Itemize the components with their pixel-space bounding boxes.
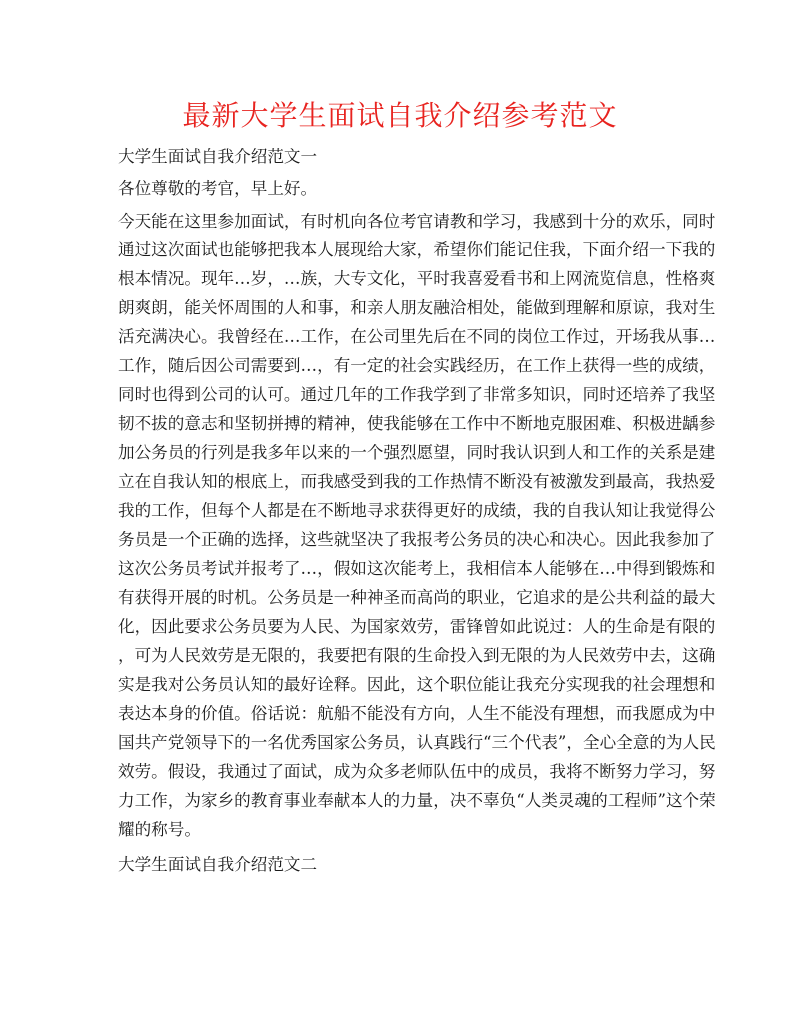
body-line: 耀的称号。 — [118, 820, 201, 839]
body-line: 实是我对公务员认知的最好诠释。因此，这个职位能让我充分实现我的社会理想和 — [118, 675, 716, 694]
body-line: 效劳。假设，我通过了面试，成为众多老师队伍中的成员，我将不断努力学习，努 — [118, 762, 716, 781]
body-line: 同时也得到公司的认可。通过几年的工作我学到了非常多知识，同时还培养了我坚 — [118, 385, 716, 404]
body-line: 今天能在这里参加面试，有时机向各位考官请教和学习，我感到十分的欢乐，同时 — [118, 212, 716, 231]
body-line: 韧不拔的意志和坚韧拼搏的精神，使我能够在工作中不断地克服困难、积极进龋参 — [118, 414, 716, 433]
body-line: 国共产党领导下的一名优秀国家公务员，认真践行“三个代表”，全心全意的为人民 — [118, 733, 716, 752]
body-line: 我的工作，但每个人都是在不断地寻求获得更好的成绩，我的自我认知让我觉得公 — [118, 501, 716, 520]
section-heading-1: 大学生面试自我介绍范文一 — [118, 147, 318, 166]
body-line: 加公务员的行列是我多年以来的一个强烈愿望，同时我认识到人和工作的关系是建 — [118, 443, 716, 462]
body-line: 务员是一个正确的选择，这些就坚决了我报考公务员的决心和决心。因此我参加了 — [118, 530, 716, 549]
greeting-line: 各位尊敬的考官，早上好。 — [118, 179, 318, 198]
section-heading-2: 大学生面试自我介绍范文二 — [118, 855, 318, 874]
body-line: 这次公务员考试并报考了…，假如这次能考上，我相信本人能够在…中得到锻炼和 — [118, 559, 716, 578]
body-line: 通过这次面试也能够把我本人展现给大家，希望你们能记住我，下面介绍一下我的 — [118, 240, 716, 259]
body-line: 力工作，为家乡的教育事业奉献本人的力量，决不辜负“人类灵魂的工程师”这个荣 — [118, 791, 716, 810]
body-line: 化，因此要求公务员要为人民、为国家效劳，雷锋曾如此说过：人的生命是有限的 — [118, 617, 716, 636]
body-line: 根本情况。现年…岁，…族，大专文化，平时我喜爱看书和上网流览信息，性格爽 — [118, 269, 716, 288]
body-line: 立在自我认知的根底上，而我感受到我的工作热情不断没有被激发到最高，我热爱 — [118, 472, 716, 491]
body-line: 表达本身的价值。俗话说：航船不能没有方向，人生不能没有理想，而我愿成为中 — [118, 704, 716, 723]
body-line: 朗爽朗，能关怀周围的人和事，和亲人朋友融洽相处，能做到理解和原谅，我对生 — [118, 298, 716, 317]
document-title: 最新大学生面试自我介绍参考范文 — [182, 99, 618, 132]
body-line: 有获得开展的时机。公务员是一种神圣而高尚的职业，它追求的是公共利益的最大 — [118, 588, 716, 607]
body-line: ，可为人民效劳是无限的，我要把有限的生命投入到无限的为人民效劳中去，这确 — [118, 646, 716, 665]
body-line: 活充满决心。我曾经在…工作，在公司里先后在不同的岗位工作过，开场我从事… — [118, 327, 716, 346]
body-line: 工作，随后因公司需要到…，有一定的社会实践经历，在工作上获得一些的成绩， — [118, 356, 716, 375]
